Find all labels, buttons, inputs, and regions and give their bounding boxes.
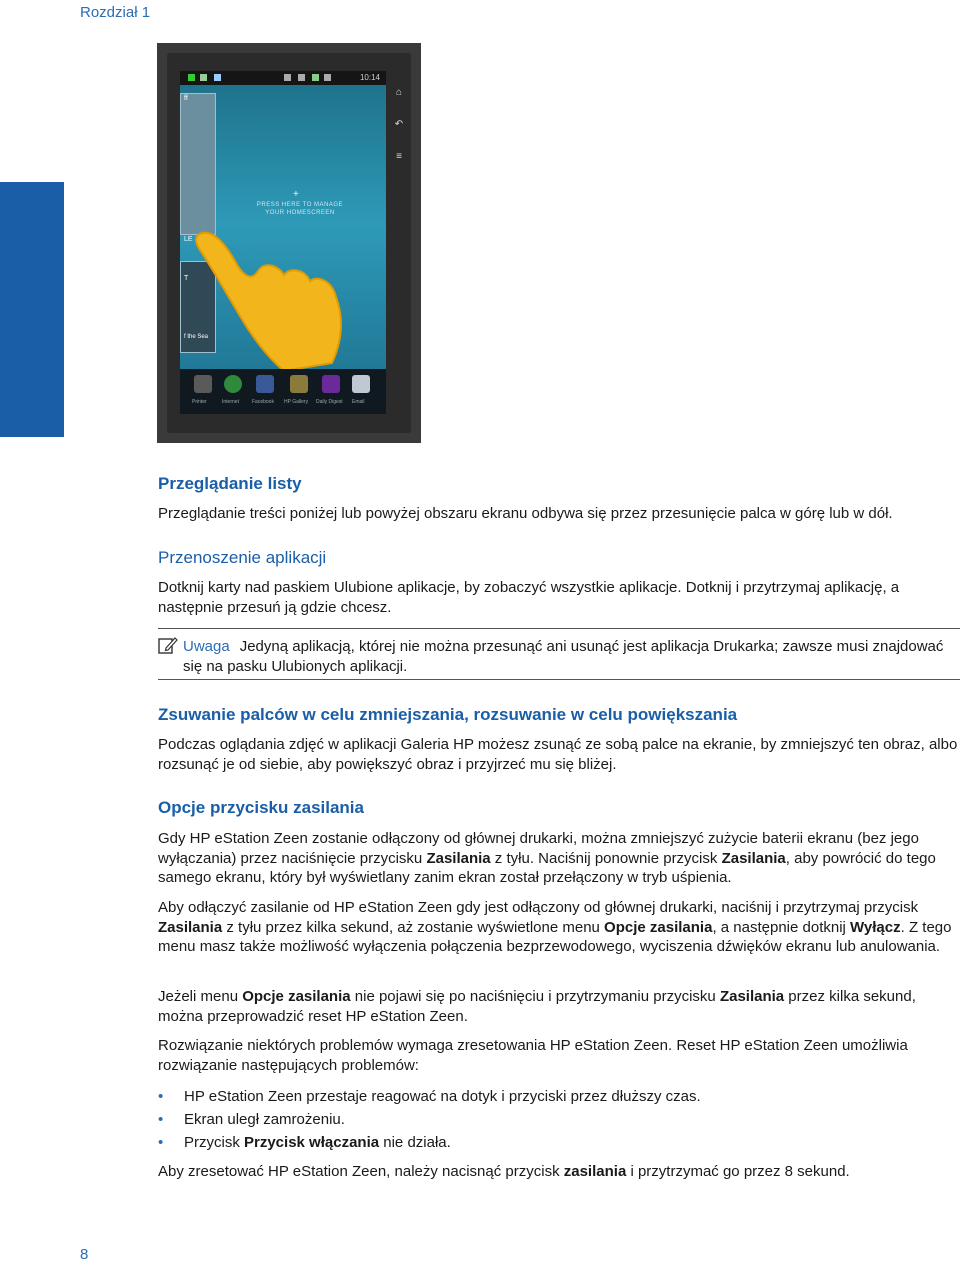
card-text: ff [184,95,188,102]
text-run: z tyłu. Naciśnij ponownie przycisk [490,849,722,867]
problem-list [158,1085,960,1154]
bold-text: Wyłącz [850,918,901,936]
heading-move-apps: Przenoszenie aplikacji [158,548,327,567]
paragraph-pinch-zoom: Podczas oglądania zdjęć w aplikacji Galeria HP możesz zsunąć ze sobą palce na ekranie, by zmniejszyć ten obraz, albo rozsunąć je od siebie, aby powiększyć obraz i przyjrzeć mu się bliżej. [158,736,958,773]
favorites-dock [180,369,386,414]
printer-icon [194,375,212,393]
bold-text: Przycisk włączania [244,1134,380,1151]
dock-label: Facebook [252,399,274,405]
text-run: nie działa. [379,1134,451,1151]
bold-text: Zasilania [719,988,785,1005]
paragraph-power-3 [158,987,960,1026]
list-item-text: HP eStation Zeen przestaje reagować na dotyk i przyciski przez dłuższy czas. [184,1088,701,1105]
email-icon [352,375,370,393]
text-run: i przytrzymać go przez 8 sekund. [626,1163,850,1180]
card-text: LE [184,236,193,243]
text-run: , aby powrócić do tego samego ekranu, który był wyświetlany zanim ekran został przełączony w tryb uśpienia. [158,849,936,886]
paragraph-reset-how [158,1162,960,1182]
paragraph-reset-intro: Rozwiązanie niektórych problemów wymaga zresetowania HP eStation Zeen. Reset HP eStation Zeen umożliwia rozwiązanie następujących problemów: [158,1037,908,1074]
home-icon: ⌂ [395,87,403,98]
bold-text: Zasilania [426,849,491,867]
paragraph-move-apps: Dotknij karty nad paskiem Ulubione aplikacje, by zobaczyć wszystkie aplikacje. Dotknij i przytrzymaj aplikację, a następnie przesuń ją gdzie chcesz. [158,579,900,616]
text-run: z tyłu przez kilka sekund, aż zostanie wyświetlone menu [222,918,605,936]
note-label: Uwaga [183,638,230,655]
text-run: nie pojawi się po naciśnięciu i przytrzymaniu przycisku [350,988,720,1005]
press-line-1: PRESS HERE TO MANAGE [256,202,344,208]
card-text: T [184,275,189,282]
bold-text: Opcje zasilania [242,988,351,1005]
heading-power-options: Opcje przycisku zasilania [158,798,364,817]
bold-text: Zasilania [158,918,223,936]
device-screen [180,71,386,414]
globe-icon [224,375,242,393]
dock-label: Printer [192,399,207,405]
wifi-status-icon [200,74,207,81]
bold-text: zasilania [563,1163,627,1180]
back-icon: ↶ [394,119,404,130]
play-icon [188,74,195,81]
bullet: • [158,1088,164,1105]
card-text: f the Sea [184,334,209,340]
text-run: przez kilka sekund, można przeprowadzić reset HP eStation Zeen. [158,988,916,1025]
yahoo-icon [322,375,340,393]
text-run: Aby zresetować HP eStation Zeen, należy nacisnąć przycisk [158,1163,564,1180]
note-pencil-icon [158,635,178,655]
bullet: • [158,1134,164,1151]
paragraph-power-2 [158,898,960,957]
chapter-side-tab [0,182,64,437]
signal-icon [284,74,291,81]
list-item [158,1131,960,1154]
heading-pinch-zoom: Zsuwanie palców w celu zmniejszania, rozsuwanie w celu powiększania [158,705,738,724]
list-item [158,1108,960,1131]
network-icon [298,74,305,81]
dock-label: Internet [222,399,239,405]
list-item-text: Ekran uległ zamrożeniu. [184,1111,345,1128]
status-clock: 10:14 [359,73,380,82]
list-item [158,1085,960,1108]
text-run: Gdy HP eStation Zeen zostanie odłączony od głównej drukarki, można zmniejszyć zużycie baterii ekranu (bez jego wyłączania) przez naciśnięcie przycisku [158,830,919,867]
text-run: , a następnie dotknij [712,918,851,936]
text-run: Jeżeli menu [158,988,243,1005]
download-icon [214,74,221,81]
chapter-label: Rozdział 1 [80,4,151,21]
page-number: 8 [80,1246,89,1263]
note-box [158,628,960,680]
device-photo [157,43,421,443]
menu-icon: ≡ [396,151,402,162]
dock-label: HP Gallery [284,399,309,405]
text-run: . Z tego menu masz także możliwość wyłączenia połączenia bezprzewodowego, wyciszenia dźwięków ekranu lub anulowania. [158,918,952,955]
bold-text: Zasilania [721,849,786,867]
paragraph-power-1 [158,829,960,888]
hand-pointer-icon [192,211,362,376]
battery-icon [312,74,319,81]
note-paragraph [183,637,953,676]
sound-icon [324,74,331,81]
note-text: Jedyną aplikacją, której nie można przesunąć ani usunąć jest aplikacja Drukarka; zawsze musi znajdować się na pasku Ulubionych aplikacji. [183,638,944,675]
dock-label: Email [352,399,365,405]
heading-scroll-list: Przeglądanie listy [158,474,302,493]
press-line-2: YOUR HOMESCREEN [265,210,335,216]
dock-label: Daily Digest [316,399,343,405]
bullet: • [158,1111,164,1128]
facebook-icon [256,375,274,393]
paragraph-scroll-list: Przeglądanie treści poniżej lub powyżej obszaru ekranu odbywa się przez przesunięcie palca w górę lub w dół. [158,505,893,522]
bold-text: Opcje zasilania [604,918,713,936]
plus-icon: + [293,189,299,200]
status-bar [180,71,386,85]
gallery-icon [290,375,308,393]
text-run: Przycisk [184,1134,244,1151]
text-run: Aby odłączyć zasilanie od HP eStation Zeen gdy jest odłączony od głównej drukarki, naciśnij i przytrzymaj przycisk [158,899,919,916]
